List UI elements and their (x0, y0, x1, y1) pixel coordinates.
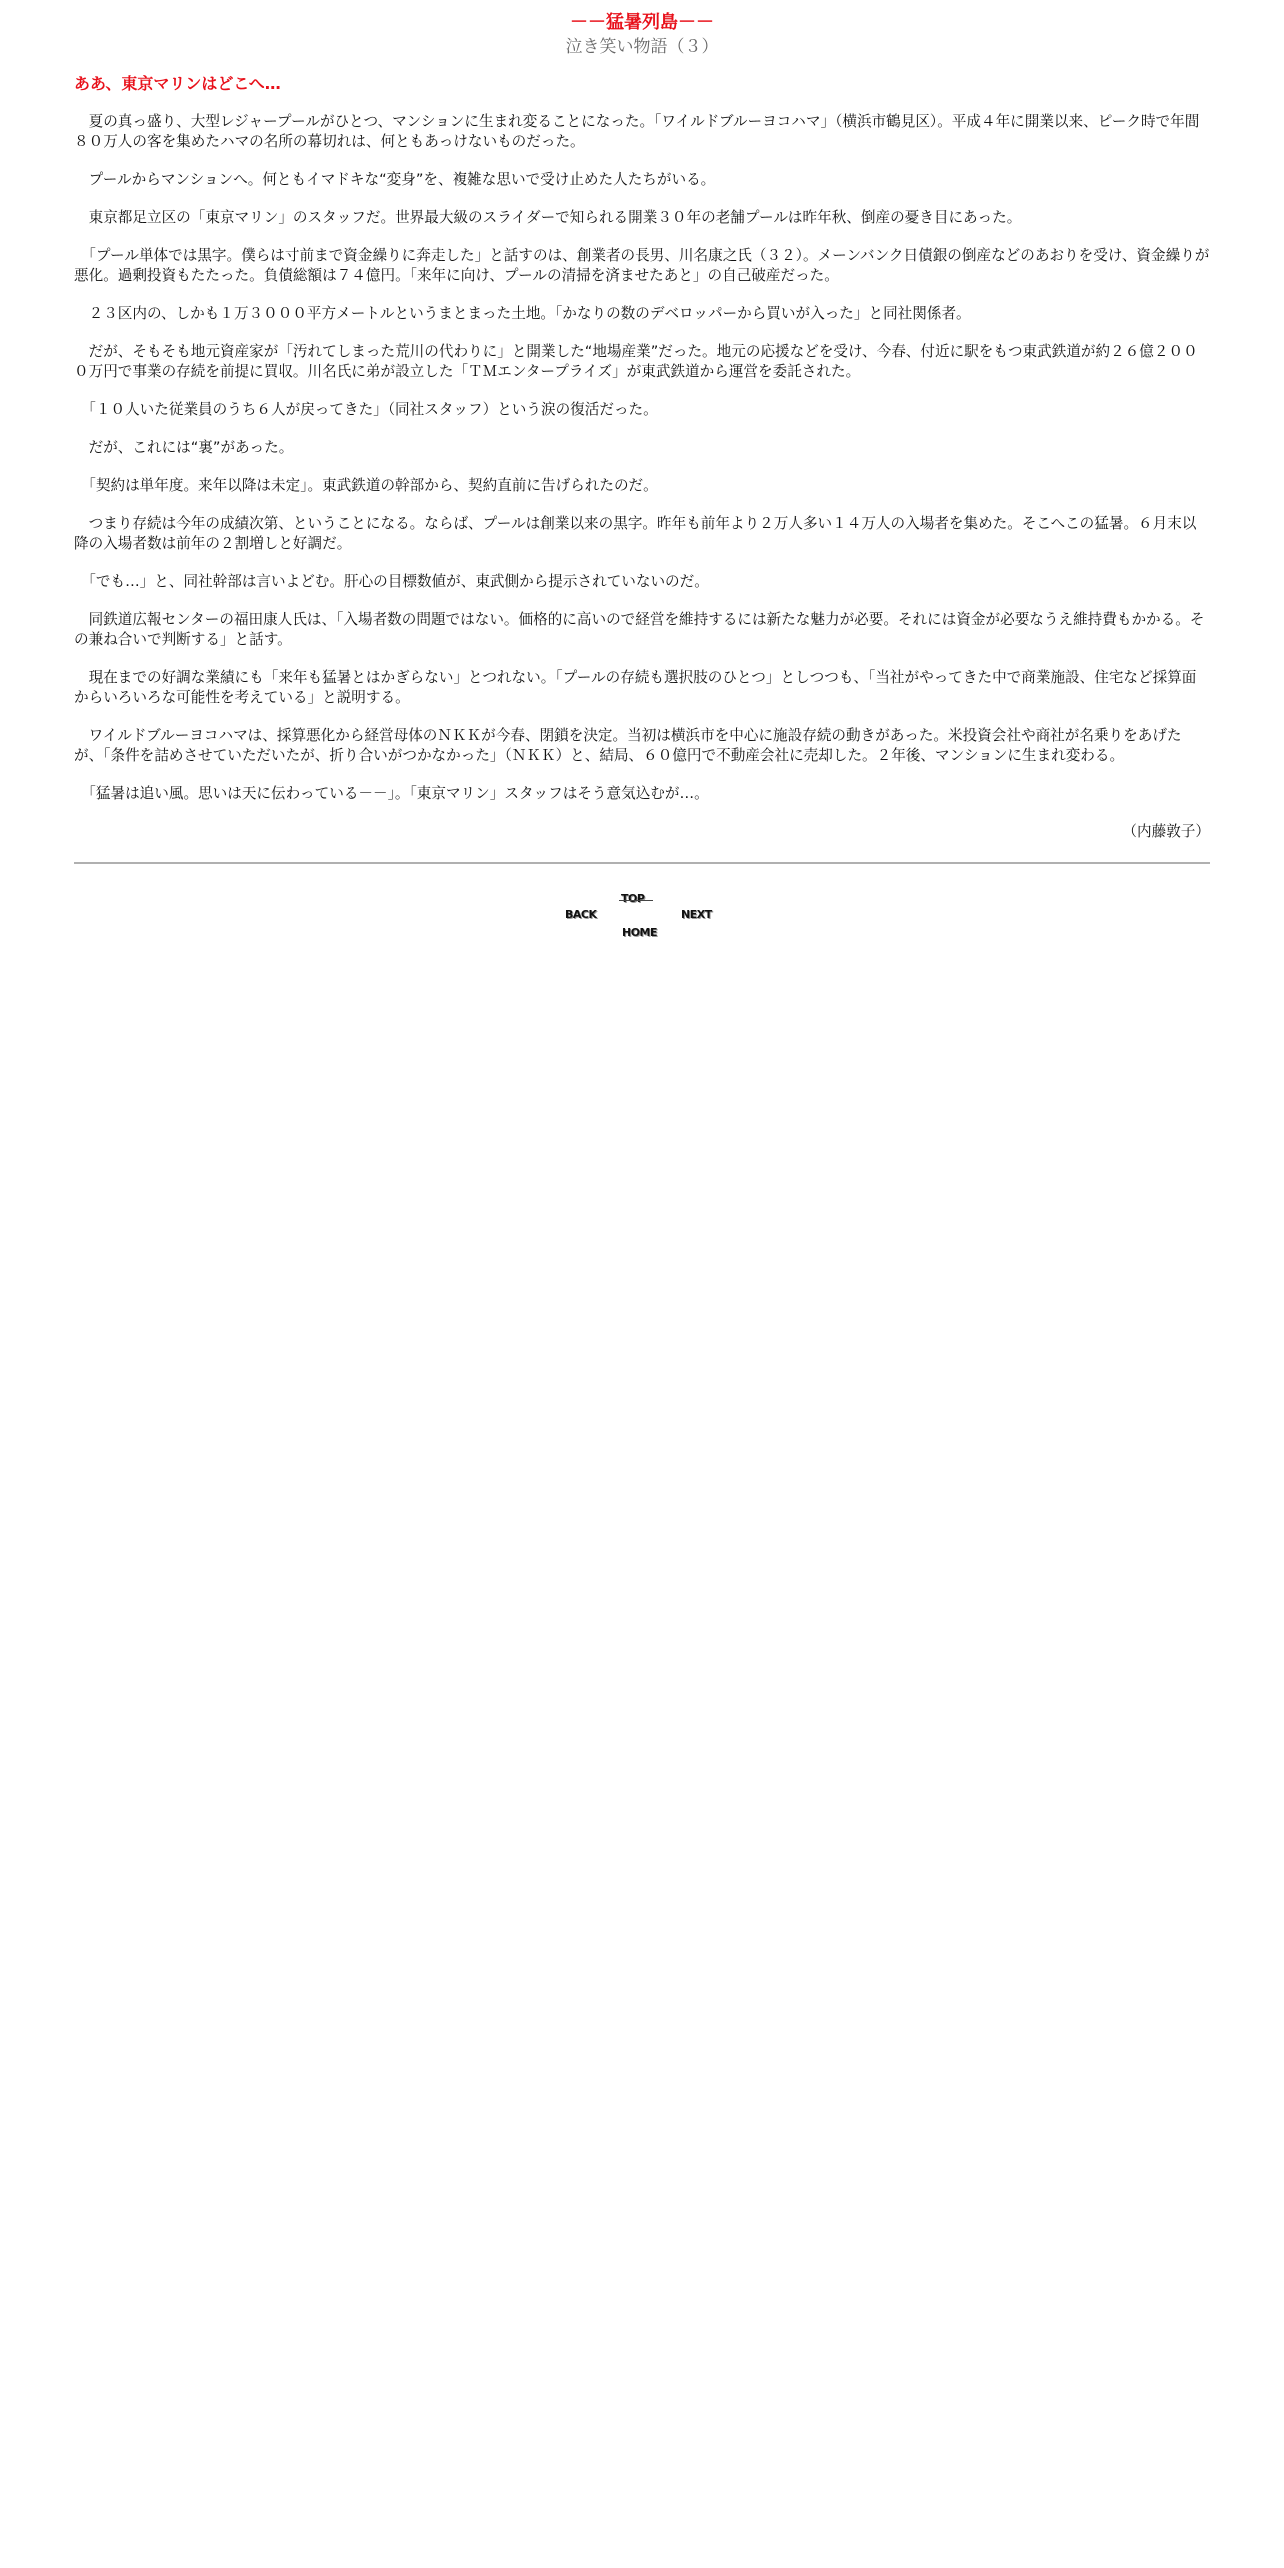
article-subtitle: 泣き笑い物語（３） (565, 37, 719, 57)
article-paragraph: 「猛暑は追い風。思いは天に伝わっている－－」。「東京マリン」スタッフはそう意気込むが…。 (74, 785, 709, 802)
article-paragraph: ワイルドブルーヨコハマは、採算悪化から経営母体のＮＫＫが今春、閉鎖を決定。当初は横浜市を中心に施設存続の動きがあった。米投資会社や商社が名乗りをあげたが、「条件を詰めさせていただいたが、折り合いがつかなかった」（ＮＫＫ）と、結局、６０億円で不動産会社に売却した。２年後、マンションに生まれ変わる。 (74, 727, 1182, 764)
article-paragraph: つまり存続は今年の成績次第、ということになる。ならば、プールは創業以来の黒字。昨年も前年より２万人多い１４万人の入場者を集めた。そこへこの猛暑。６月末以降の入場者数は前年の２割増しと好調だ。 (74, 515, 1197, 552)
article-paragraph: 同鉄道広報センターの福田康人氏は、「入場者数の問題ではない。価格的に高いので経営を維持するには新たな魅力が必要。それには資金が必要なうえ維持費もかかる。その兼ね合いで判断する」と話す。 (74, 611, 1205, 648)
home-button[interactable]: HOME (622, 926, 658, 939)
article-paragraph: 現在までの好調な業績にも「来年も猛暑とはかぎらない」とつれない。「プールの存続も選択肢のひとつ」としつつも、「当社がやってきた中で商業施設、住宅など採算面からいろいろな可能性を考えている」と説明する。 (74, 669, 1197, 706)
page-navigation (74, 880, 1210, 960)
horizontal-divider (74, 862, 1210, 864)
article-paragraph: 「１０人いた従業員のうち６人が戻ってきた」（同社スタッフ）という涙の復活だった。 (74, 401, 658, 418)
top-button[interactable]: TOP (621, 892, 645, 905)
article-paragraph: 東京都足立区の「東京マリン」のスタッフだ。世界最大級のスライダーで知られる開業３０年の老舗プールは昨年秋、倒産の憂き目にあった。 (74, 209, 1022, 226)
article-paragraph: 夏の真っ盛り、大型レジャープールがひとつ、マンションに生まれ変ることになった。「ワイルドブルーヨコハマ」（横浜市鶴見区）。平成４年に開業以来、ピーク時で年間８０万人の客を集めたハマの名所の幕切れは、何ともあっけないものだった。 (74, 113, 1200, 150)
article-page (74, 10, 1210, 960)
article-paragraph: 「契約は単年度。来年以降は未定」。東武鉄道の幹部から、契約直前に告げられたのだ。 (74, 477, 658, 494)
article-paragraph: だが、これには“裏”があった。 (74, 439, 294, 456)
nav-divider (619, 900, 653, 901)
article-paragraph: 「でも…」と、同社幹部は言いよどむ。肝心の目標数値が、東武側から提示されていないのだ。 (74, 573, 709, 590)
next-button[interactable]: NEXT (681, 908, 712, 921)
back-button[interactable]: BACK (565, 908, 597, 921)
article-paragraph: ２３区内の、しかも１万３０００平方メートルというまとまった土地。「かなりの数のデベロッパーから買いが入った」と同社関係者。 (74, 305, 971, 322)
author-byline: （内藤敦子） (1122, 823, 1210, 840)
article-paragraph: 「プール単体では黒字。僕らは寸前まで資金繰りに奔走した」と話すのは、創業者の長男、川名康之氏（３２）。メーンバンク日債銀の倒産などのあおりを受け、資金繰りが悪化。過剰投資もたたった。負債総額は７４億円。「来年に向け、プールの清掃を済ませたあと」の自己破産だった。 (74, 247, 1210, 284)
series-title: －－猛暑列島－－ (570, 12, 714, 33)
article-paragraph: プールからマンションへ。何ともイマドキな“変身”を、複雑な思いで受け止めた人たちがいる。 (74, 171, 716, 188)
article-heading: ああ、東京マリンはどこへ… (74, 74, 281, 93)
article-paragraph: だが、そもそも地元資産家が「汚れてしまった荒川の代わりに」と開業した“地場産業”だった。地元の応援などを受け、今春、付近に駅をもつ東武鉄道が約２６億２０００万円で事業の存続を前提に買収。川名氏に弟が設立した「ＴＭエンタープライズ」が東武鉄道から運営を委託された。 (74, 343, 1198, 380)
